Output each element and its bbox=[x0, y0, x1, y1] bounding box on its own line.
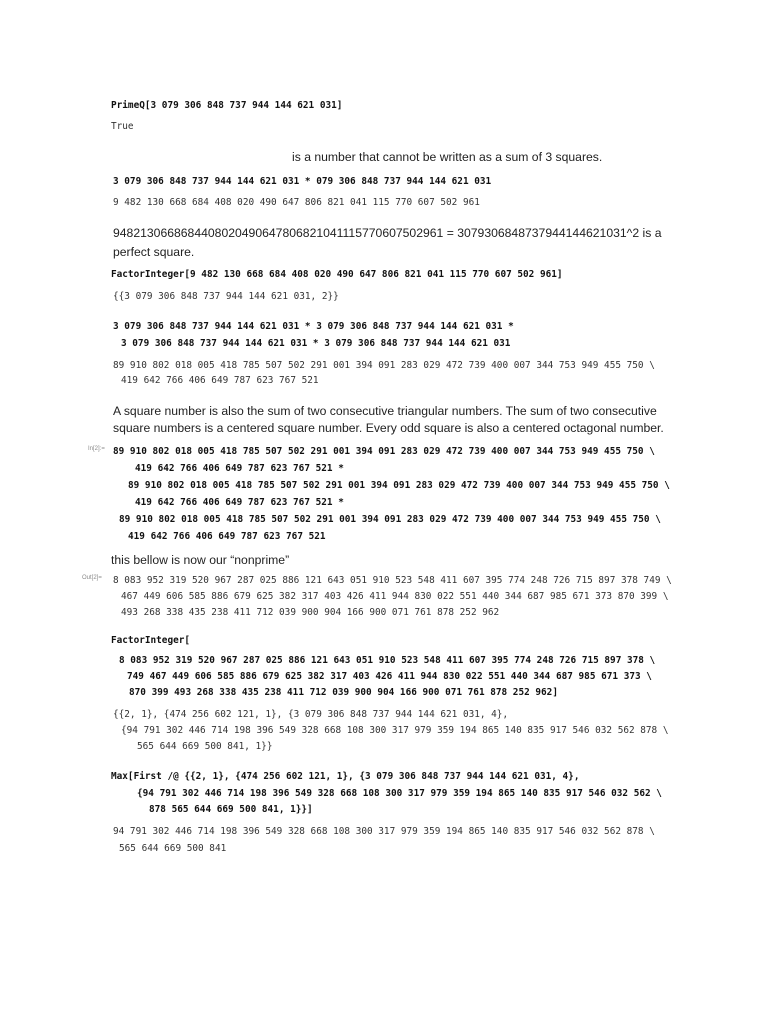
output-cell-line: 94 791 302 446 714 198 396 549 328 668 108 300 317 979 359 194 865 140 835 917 546 032 562 878 \ bbox=[113, 826, 655, 837]
cell-label: Out[2]= bbox=[82, 575, 102, 581]
output-cell-line: {{2, 1}, {474 256 602 121, 1}, {3 079 306 848 737 944 144 621 031, 4}, bbox=[113, 709, 509, 720]
text-cell-line: square numbers is a centered square number. Every odd square is also a centered octagonal number. bbox=[113, 421, 664, 435]
text-cell-line: perfect square. bbox=[113, 245, 195, 259]
input-cell-line[interactable]: 419 642 766 406 649 787 623 767 521 * bbox=[135, 463, 344, 474]
input-cell-line[interactable]: 3 079 306 848 737 944 144 621 031 * 3 079 306 848 737 944 144 621 031 bbox=[121, 338, 511, 349]
input-cell-line[interactable]: 89 910 802 018 005 418 785 507 502 291 001 394 091 283 029 472 739 400 007 344 753 949 455 750 \ bbox=[119, 514, 661, 525]
output-cell-line: 9 482 130 668 684 408 020 490 647 806 821 041 115 770 607 502 961 bbox=[113, 197, 480, 208]
input-cell-line[interactable]: PrimeQ[3 079 306 848 737 944 144 621 031] bbox=[111, 100, 343, 111]
cell-label: In[2]:= bbox=[88, 446, 105, 452]
text-cell-line: is a number that cannot be written as a sum of 3 squares. bbox=[292, 150, 603, 164]
input-cell-line[interactable]: 419 642 766 406 649 787 623 767 521 bbox=[128, 531, 326, 542]
input-cell-line[interactable]: FactorInteger[9 482 130 668 684 408 020 490 647 806 821 041 115 770 607 502 961] bbox=[111, 269, 563, 280]
output-cell-line: 565 644 669 500 841, 1}} bbox=[137, 741, 273, 752]
text-cell-line: A square number is also the sum of two consecutive triangular numbers. The sum of two consecutive bbox=[113, 404, 657, 418]
input-cell-line[interactable]: 870 399 493 268 338 435 238 411 712 039 900 904 166 900 071 761 878 252 962] bbox=[129, 687, 558, 698]
input-cell-line[interactable]: 3 079 306 848 737 944 144 621 031 * 3 079 306 848 737 944 144 621 031 * bbox=[113, 321, 514, 332]
output-cell-line: {94 791 302 446 714 198 396 549 328 668 108 300 317 979 359 194 865 140 835 917 546 032 562 878 \ bbox=[121, 725, 669, 736]
input-cell-line[interactable]: 749 467 449 606 585 886 679 625 382 317 403 426 411 944 830 022 551 440 344 687 985 671 373 \ bbox=[127, 671, 652, 682]
output-cell-line: {{3 079 306 848 737 944 144 621 031, 2}} bbox=[113, 291, 339, 302]
input-cell-line[interactable]: 89 910 802 018 005 418 785 507 502 291 001 394 091 283 029 472 739 400 007 344 753 949 455 750 \ bbox=[113, 446, 655, 457]
input-cell-line[interactable]: 878 565 644 669 500 841, 1}}] bbox=[149, 804, 313, 815]
output-cell-line: True bbox=[111, 121, 134, 132]
input-cell-line[interactable]: 3 079 306 848 737 944 144 621 031 * 079 306 848 737 944 144 621 031 bbox=[113, 176, 492, 187]
input-cell-line[interactable]: 419 642 766 406 649 787 623 767 521 * bbox=[135, 497, 344, 508]
input-cell-line[interactable]: FactorInteger[ bbox=[111, 635, 191, 646]
output-cell-line: 8 083 952 319 520 967 287 025 886 121 643 051 910 523 548 411 607 395 774 248 726 715 897 378 749 \ bbox=[113, 575, 672, 586]
input-cell-line[interactable]: 8 083 952 319 520 967 287 025 886 121 643 051 910 523 548 411 607 395 774 248 726 715 897 378 \ bbox=[119, 655, 656, 666]
input-cell-line[interactable]: Max[First /@ {{2, 1}, {474 256 602 121, 1}, {3 079 306 848 737 944 144 621 031, 4}, bbox=[111, 771, 580, 782]
output-cell-line: 467 449 606 585 886 679 625 382 317 403 426 411 944 830 022 551 440 344 687 985 671 373 870 399 \ bbox=[121, 591, 669, 602]
output-cell-line: 565 644 669 500 841 bbox=[119, 843, 227, 854]
input-cell-line[interactable]: {94 791 302 446 714 198 396 549 328 668 108 300 317 979 359 194 865 140 835 917 546 032 562 \ bbox=[137, 788, 662, 799]
text-cell-line: this bellow is now our “nonprime” bbox=[111, 553, 290, 567]
input-cell-line[interactable]: 89 910 802 018 005 418 785 507 502 291 001 394 091 283 029 472 739 400 007 344 753 949 455 750 \ bbox=[128, 480, 670, 491]
output-cell-line: 493 268 338 435 238 411 712 039 900 904 166 900 071 761 878 252 962 bbox=[121, 607, 500, 618]
output-cell-line: 89 910 802 018 005 418 785 507 502 291 001 394 091 283 029 472 739 400 007 344 753 949 455 750 \ bbox=[113, 360, 655, 371]
text-cell-line: 9482130668684408020490647806821041115770607502961 = 3079306848737944144621031^2 is a bbox=[113, 226, 662, 240]
output-cell-line: 419 642 766 406 649 787 623 767 521 bbox=[121, 375, 319, 386]
